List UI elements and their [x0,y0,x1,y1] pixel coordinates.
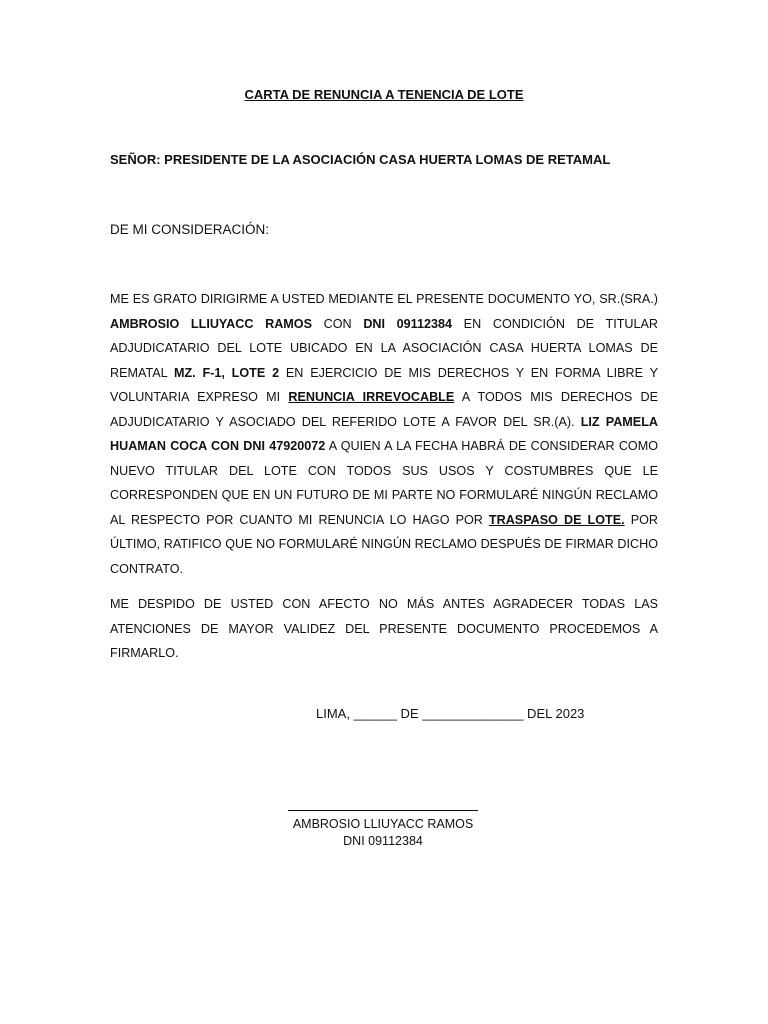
renuncia-irrevocable: RENUNCIA IRREVOCABLE [288,390,455,404]
date-line: LIMA, ______ DE ______________ DEL 2023 [316,706,585,721]
text-segment: CON [311,316,364,331]
addressee-line: SEÑOR: PRESIDENTE DE LA ASOCIACIÓN CASA HUERTA LOMAS DE RETAMAL [110,152,611,167]
traspaso-de-lote: TRASPASO DE LOTE. [488,512,625,527]
titular-name: AMBROSIO LLIUYACC RAMOS [110,316,312,331]
text-segment: EN EJERCICIO DE MIS DERECHOS Y EN FORMA LIBRE Y VOLUNTARIA EXPRESO MI [110,365,658,404]
salutation: DE MI CONSIDERACIÓN: [110,222,270,237]
text-segment: EN CONDICIÓN DE TITULAR ADJUDICATARIO DEL LOTE UBICADO EN LA ASOCIACIÓN CASA HUERTA LOMAS DE REMATAL [110,316,658,380]
signature-line [288,798,478,811]
beneficiary-name-dni: LIZ PAMELA HUAMAN COCA CON DNI 47920072 [110,414,658,453]
text-segment: A TODOS MIS DERECHOS DE ADJUDICATARIO Y ASOCIADO DEL REFERIDO LOTE A FAVOR DEL SR.(A). [110,390,658,429]
document-title: CARTA DE RENUNCIA A TENENCIA DE LOTE [244,87,524,102]
body-paragraph-2: ME DESPIDO DE USTED CON AFECTO NO MÁS ANTES AGRADECER TODAS LAS ATENCIONES DE MAYOR VALIDEZ DEL PRESENTE DOCUMENTO PROCEDEMOS A FIRMARLO. [110,597,658,660]
text-segment: A QUIEN A LA FECHA HABRÁ DE CONSIDERAR COMO NUEVO TITULAR DEL LOTE CON TODOS SUS USOS Y COSTUMBRES QUE LE CORRESPONDEN QUE EN UN FUTURO DE MI PARTE NO FORMULARÉ NINGÚN RECLAMO AL RESPECTO POR CUANTO MI RENUNCIA LO HAGO POR [110,439,658,527]
signatory-dni: DNI 09112384 [343,834,423,848]
text-segment: POR ÚLTIMO, RATIFICO QUE NO FORMULARÉ NINGÚN RECLAMO DESPUÉS DE FIRMAR DICHO CONTRATO. [110,512,658,576]
signatory-name: AMBROSIO LLIUYACC RAMOS [292,817,474,831]
lot-identifier: MZ. F-1, LOTE 2 [173,365,280,380]
text-segment: ME ES GRATO DIRIGIRME A USTED MEDIANTE EL PRESENTE DOCUMENTO YO, SR.(SRA.) [110,292,658,306]
titular-dni: DNI 09112384 [363,316,453,331]
body-paragraph-1 [110,287,658,581]
